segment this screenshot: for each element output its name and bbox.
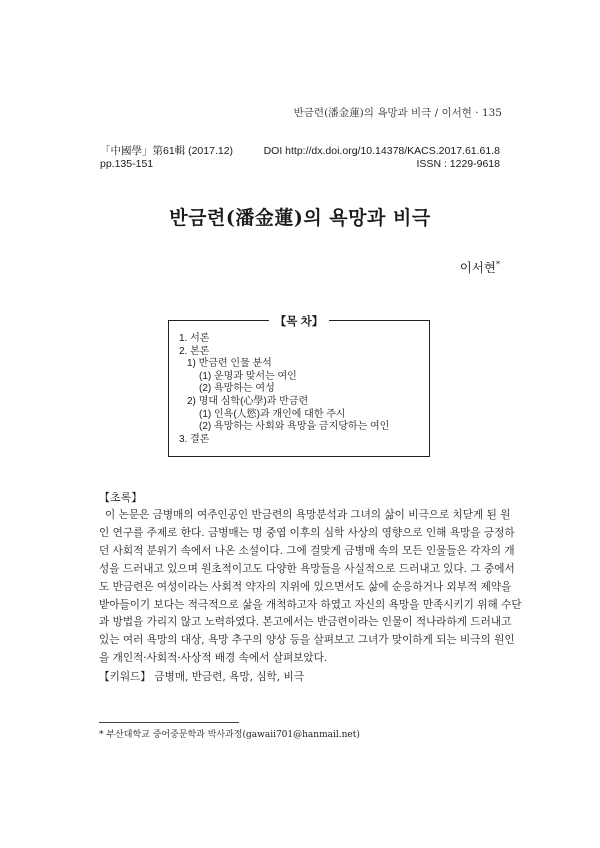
toc-item: 3. 결론 [179,433,210,445]
abstract-line: 과 방법을 가리지 않고 노력하였다. 본고에서는 반금련이라는 인물이 적나라하게 드러내고 [99,616,512,629]
toc-item: 2) 명대 심학(心學)과 반금련 [187,395,309,407]
running-header: 반금련(潘金蓮)의 욕망과 비극 / 이서현 · 135 [293,107,502,119]
author-footnote: * 부산대학교 중어중문학과 박사과정(gawaii701@hanmail.net) [99,730,360,740]
abstract-line: 인 연구를 주제로 한다. 금병매는 명 중엽 이후의 심학 사상의 영향으로 인해 욕망을 긍정하 [99,526,515,539]
page-range: pp.135-151 [100,158,154,170]
toc-item: 1) 반금련 인물 분석 [187,358,272,370]
doi-link[interactable]: DOI http://dx.doi.org/10.14378/KACS.2017.61.61.8 [263,145,500,157]
toc-item: (1) 인욕(人慾)과 개인에 대한 주시 [199,408,346,420]
abstract-line: 받아들이기 보다는 적극적으로 삶을 개척하고자 하였고 자신의 욕망을 만족시키기 위해 수단 [99,598,522,611]
toc-item: (2) 욕망하는 여성 [199,383,275,395]
keywords: 【키워드】 금병매, 반금련, 욕망, 심학, 비극 [99,671,304,683]
table-of-contents [168,316,430,457]
abstract-line: 성을 드러내고 있으며 원초적이고도 다양한 욕망들을 사실적으로 드러내고 있다. 그 중에서 [99,562,515,575]
abstract-line: 도 반금련은 여성이라는 사회적 약자의 지위에 있으면서도 삶에 순응하거나 외부적 제약을 [99,580,512,593]
abstract-line: 이 논문은 금병매의 여주인공인 반금련의 욕망분석과 그녀의 삶이 비극으로 치닫게 된 원 [105,509,511,521]
author-name: 이서현 [459,260,496,275]
journal-citation: 「中國學」第61輯 (2017.12) [100,145,234,157]
footnote-divider [99,722,239,723]
abstract-line: 있는 여러 욕망의 대상, 욕망 추구의 양상 등을 살펴보고 그녀가 맞이하게 되는 비극의 원인 [99,634,515,647]
toc-item: (1) 운명과 맞서는 여인 [199,370,297,382]
abstract-heading: 【초록】 [99,491,143,504]
toc-item: (2) 욕망하는 사회와 욕망을 금지당하는 여인 [199,421,390,433]
toc-item: 2. 본론 [179,345,210,357]
abstract-body [99,507,522,668]
abstract-line: 을 개인적·사회적·사상적 배경 속에서 살펴보았다. [99,652,328,665]
toc-item: 1. 서론 [179,333,210,344]
toc-list [179,333,423,446]
abstract-line: 던 사회적 분위기 속에서 나온 소설이다. 그에 걸맞게 금병매 속의 모든 인물들은 각자의 개 [99,544,515,557]
issn: ISSN : 1229-9618 [416,158,500,170]
paper-title: 반금련(潘金蓮)의 욕망과 비극 [169,207,431,229]
author-footnote-mark: * [496,259,500,269]
author [460,258,500,276]
toc-heading: 【목 차】 [269,316,329,328]
journal-info [100,145,500,171]
